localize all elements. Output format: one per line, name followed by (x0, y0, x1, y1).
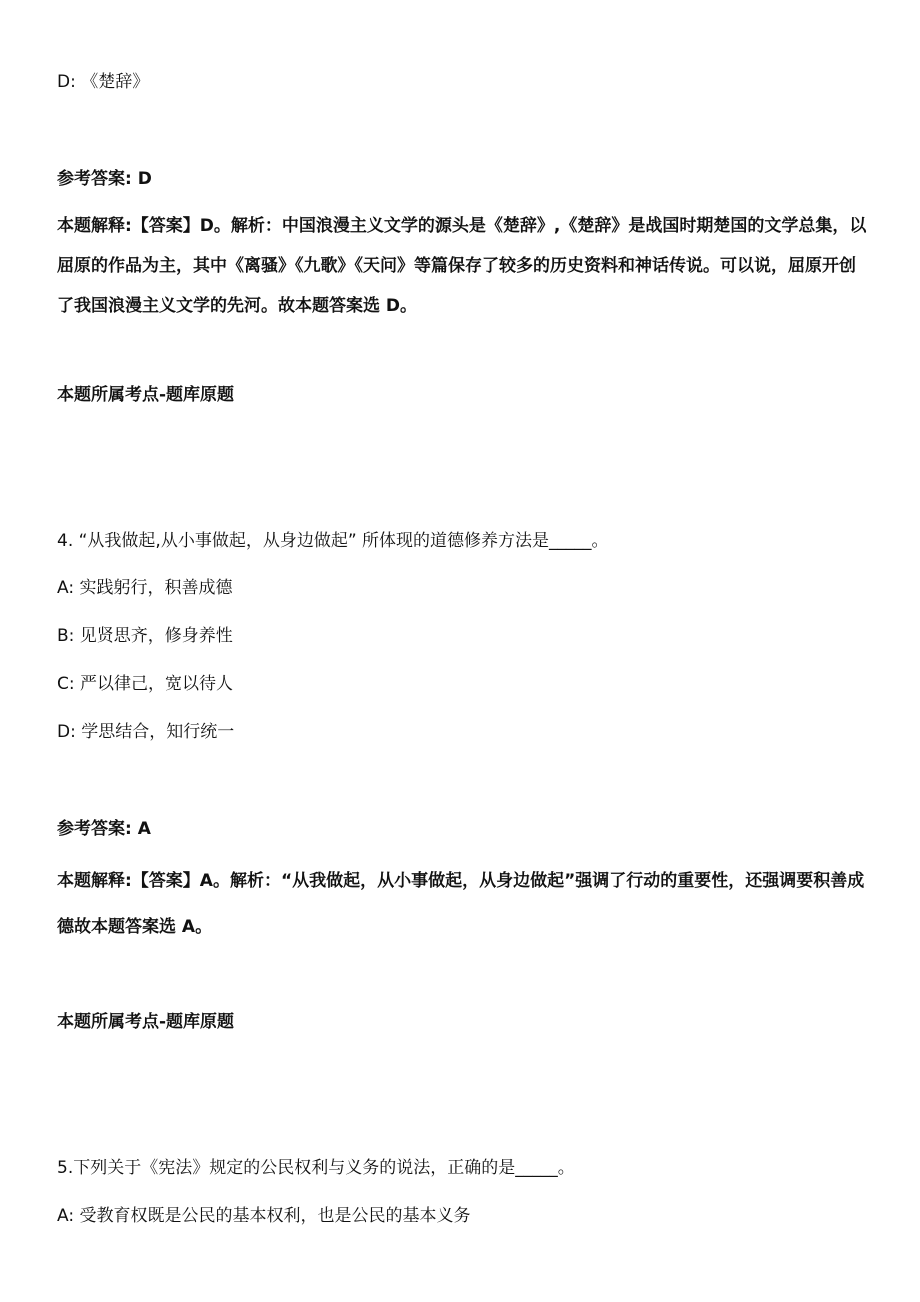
q4-answer: 参考答案: A (57, 819, 151, 839)
q4-option-a: A: 实践躬行，积善成德 (57, 578, 233, 598)
q3-source: 本题所属考点-题库原题 (57, 385, 235, 405)
q5-option-a: A: 受教育权既是公民的基本权利，也是公民的基本义务 (57, 1206, 471, 1226)
q4-option-b: B: 见贤思齐，修身养性 (57, 626, 233, 646)
q4-option-d: D: 学思结合，知行统一 (57, 722, 235, 742)
q3-option-d: D: 《楚辞》 (57, 72, 150, 92)
q4-source: 本题所属考点-题库原题 (57, 1012, 235, 1032)
q4-explanation: 本题解释:【答案】A。解析：“从我做起，从小事做起，从身边做起”强调了行动的重要性，还强调要积善成德故本题答案选 A。 (57, 871, 865, 937)
q3-answer: 参考答案: D (57, 169, 152, 189)
q5-question: 5.下列关于《宪法》规定的公民权利与义务的说法，正确的是_____。 (57, 1158, 575, 1178)
q3-explanation: 本题解释:【答案】D。解析：中国浪漫主义文学的源头是《楚辞》,《楚辞》是战国时期楚国的文学总集，以屈原的作品为主，其中《离骚》《九歌》《天问》等篇保存了较多的历史资料和神话传说。可以说，屈原开创了我国浪漫主义文学的先河。故本题答案选 D。 (57, 216, 867, 316)
q4-question: 4. “从我做起,从小事做起，从身边做起” 所体现的道德修养方法是_____。 (57, 531, 609, 551)
q4-option-c: C: 严以律己，宽以待人 (57, 674, 234, 694)
